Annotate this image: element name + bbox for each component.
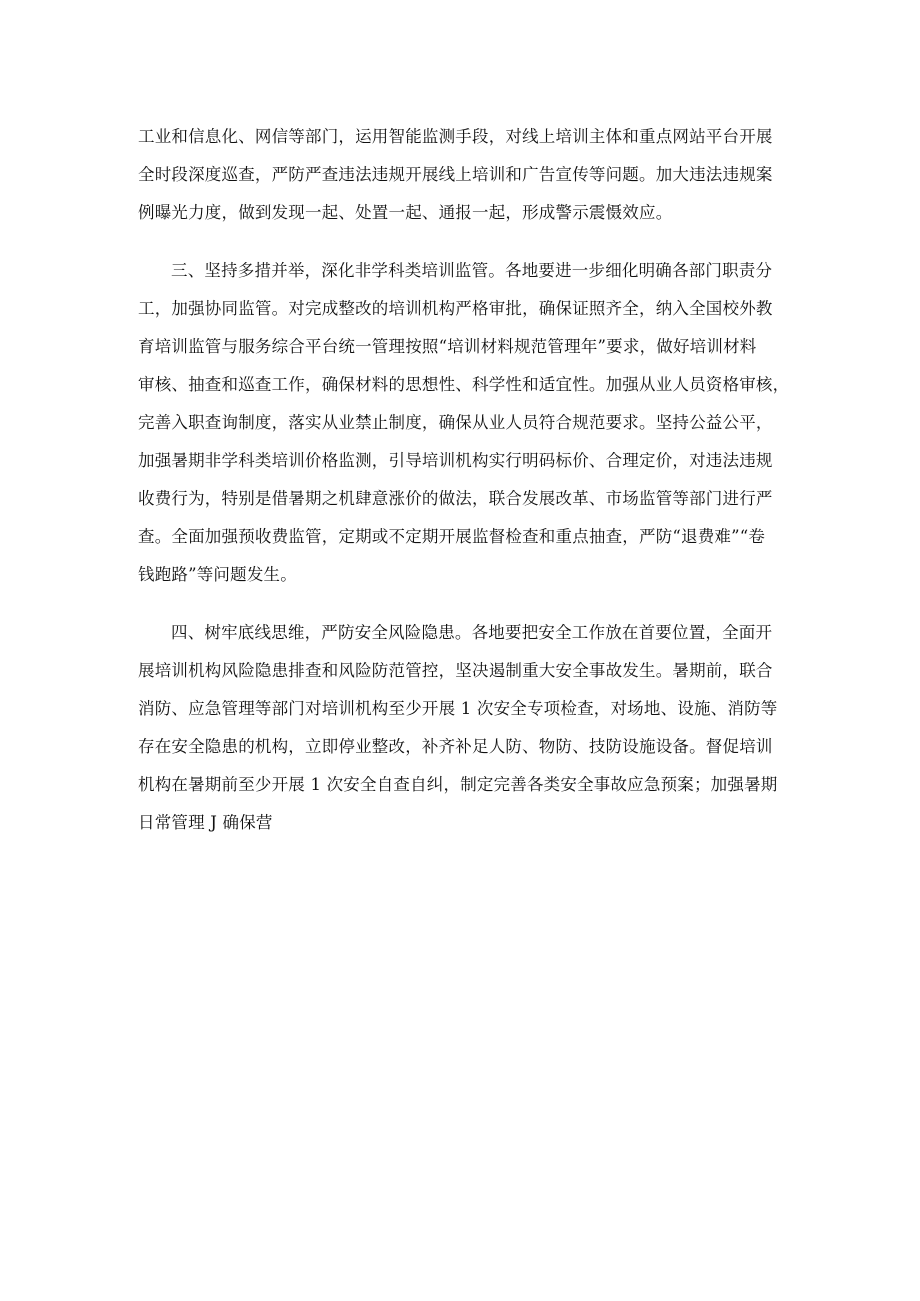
- text-line: 例曝光力度，做到发现一起、处置一起、通报一起，形成警示震慑效应。: [138, 203, 673, 222]
- paragraph-2: [138, 252, 793, 594]
- text-line: 加强暑期非学科类培训价格监测，引导培训机构实行明码标价、合理定价，对违法违规: [138, 451, 773, 470]
- text-line: 审核、抽查和巡查工作，确保材料的思想性、科学性和适宜性。加强从业人员资格审核，: [138, 375, 790, 394]
- text-line: 工业和信息化、网信等部门，运用智能监测手段，对线上培训主体和重点网站平台开展: [138, 127, 773, 146]
- document-body: [138, 118, 793, 862]
- text-line: 钱跑路”等问题发生。: [138, 565, 297, 584]
- text-line: 完善入职查询制度，落实从业禁止制度，确保从业人员符合规范要求。坚持公益公平，: [138, 413, 773, 432]
- text-line: 消防、应急管理等部门对培训机构至少开展 1 次安全专项检查，对场地、设施、消防等: [138, 699, 778, 718]
- text-line: 展培训机构风险隐患排查和风险防范管控，坚决遏制重大安全事故发生。暑期前，联合: [138, 661, 773, 680]
- text-line: 四、树牢底线思维，严防安全风险隐患。各地要把安全工作放在首要位置，全面开: [171, 623, 773, 642]
- text-line: 工，加强协同监管。对完成整改的培训机构严格审批，确保证照齐全，纳入全国校外教: [138, 299, 773, 318]
- text-line: 育培训监管与服务综合平台统一管理按照“培训材料规范管理年”要求，做好培训材料: [138, 337, 757, 356]
- text-line: 机构在暑期前至少开展 1 次安全自查自纠，制定完善各类安全事故应急预案；加强暑期: [138, 775, 778, 794]
- paragraph-1: [138, 118, 793, 232]
- text-line: 全时段深度巡查，严防严查违法违规开展线上培训和广告宣传等问题。加大违法违规案: [138, 165, 773, 184]
- text-line: 查。全面加强预收费监管，定期或不定期开展监督检查和重点抽查，严防“退费难”“卷: [138, 527, 766, 546]
- paragraph-3: [138, 614, 793, 842]
- text-line: 日常管理 J 确保营: [138, 813, 273, 832]
- text-line: 收费行为，特别是借暑期之机肆意涨价的做法，联合发展改革、市场监管等部门进行严: [138, 489, 773, 508]
- text-line: 三、坚持多措并举，深化非学科类培训监管。各地要进一步细化明确各部门职责分: [171, 261, 773, 280]
- text-line: 存在安全隐患的机构，立即停业整改，补齐补足人防、物防、技防设施设备。督促培训: [138, 737, 773, 756]
